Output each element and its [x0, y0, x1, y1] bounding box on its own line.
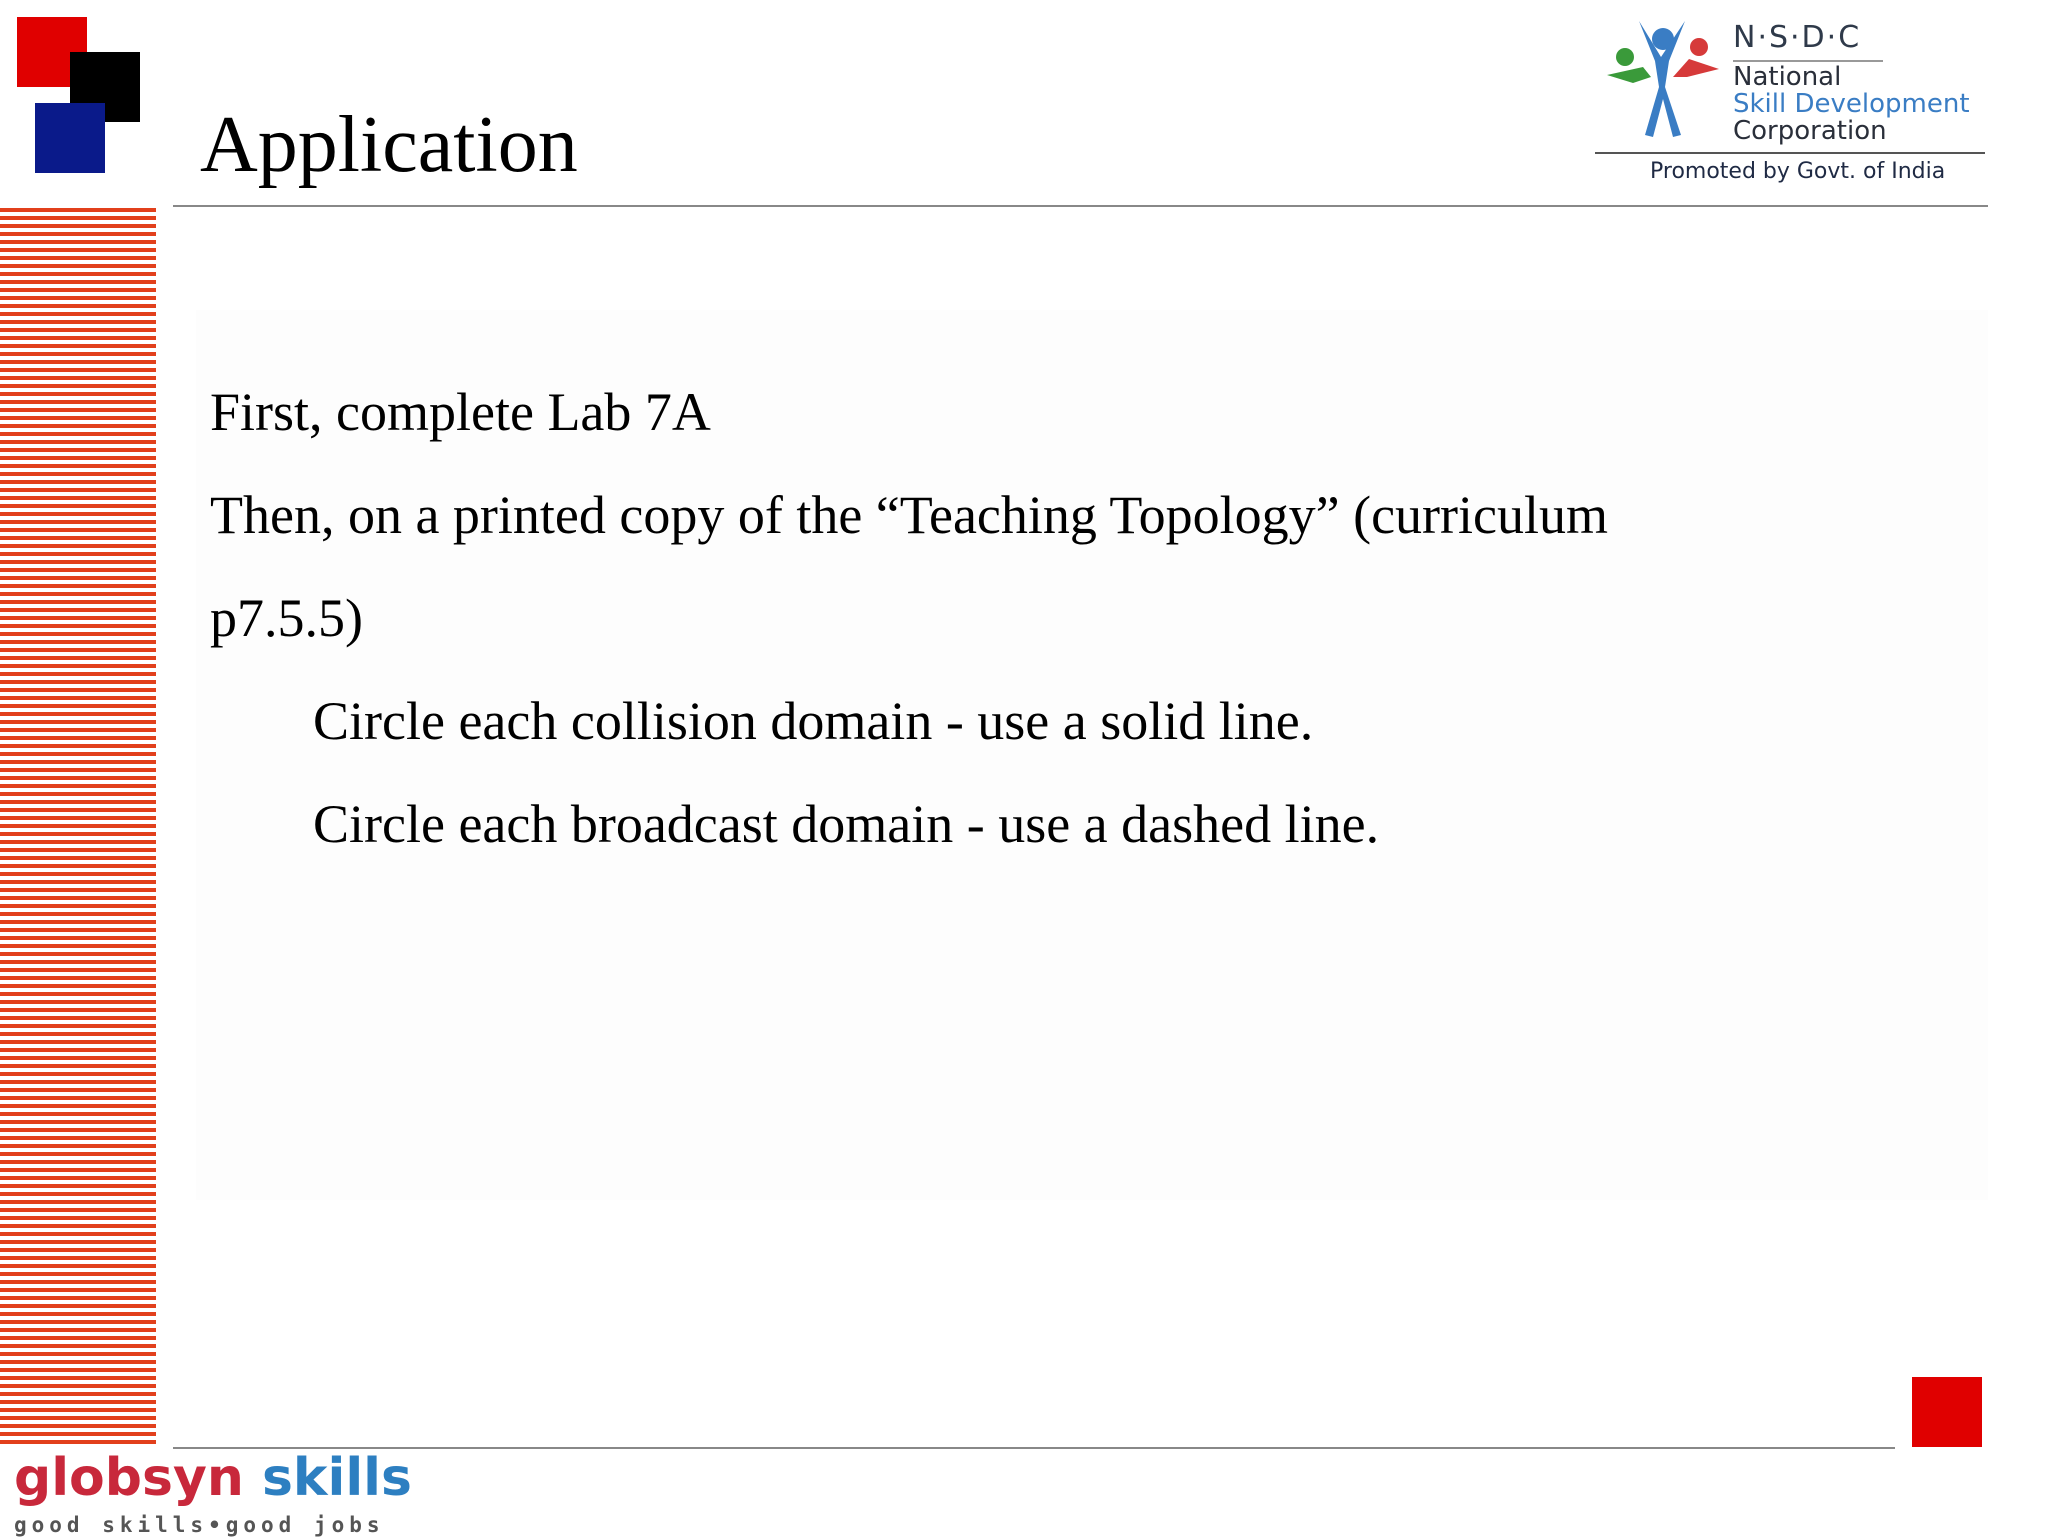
body-subline-1: Circle each collision domain - use a solid line.	[313, 691, 1314, 751]
nsdc-promoted-text: Promoted by Govt. of India	[1650, 159, 1946, 184]
nsdc-separator	[1595, 152, 1985, 154]
nsdc-name-line-3: Corporation	[1733, 116, 1887, 146]
decor-stripe-band	[0, 208, 156, 1448]
body-line-3: p7.5.5)	[210, 588, 363, 648]
nsdc-name-line-1: National	[1733, 62, 1842, 92]
content-area	[196, 310, 1988, 1200]
nsdc-name-line-2: Skill Development	[1733, 89, 1970, 119]
skills-word: skills	[261, 1448, 412, 1508]
body-subline-2: Circle each broadcast domain - use a dashed line.	[313, 794, 1380, 854]
decor-square-blue	[35, 103, 105, 173]
title-divider	[173, 205, 1988, 207]
globsyn-wordmark	[14, 1448, 414, 1508]
globsyn-word: globsyn	[14, 1448, 244, 1508]
decor-corner-square	[1912, 1377, 1982, 1447]
nsdc-full-name	[1733, 64, 1970, 145]
globsyn-tagline: good skills•good jobs	[14, 1513, 385, 1537]
globsyn-logo	[14, 1448, 414, 1537]
people-figures-icon	[1603, 17, 1723, 147]
footer-divider	[173, 1447, 1895, 1449]
slide-title: Application	[200, 101, 578, 189]
body-line-1: First, complete Lab 7A	[210, 382, 711, 442]
body-line-2: Then, on a printed copy of the “Teaching Topology” (curriculum	[210, 485, 1608, 545]
nsdc-logo	[1595, 12, 1990, 187]
nsdc-abbreviation: N·S·D·C	[1733, 20, 1862, 55]
